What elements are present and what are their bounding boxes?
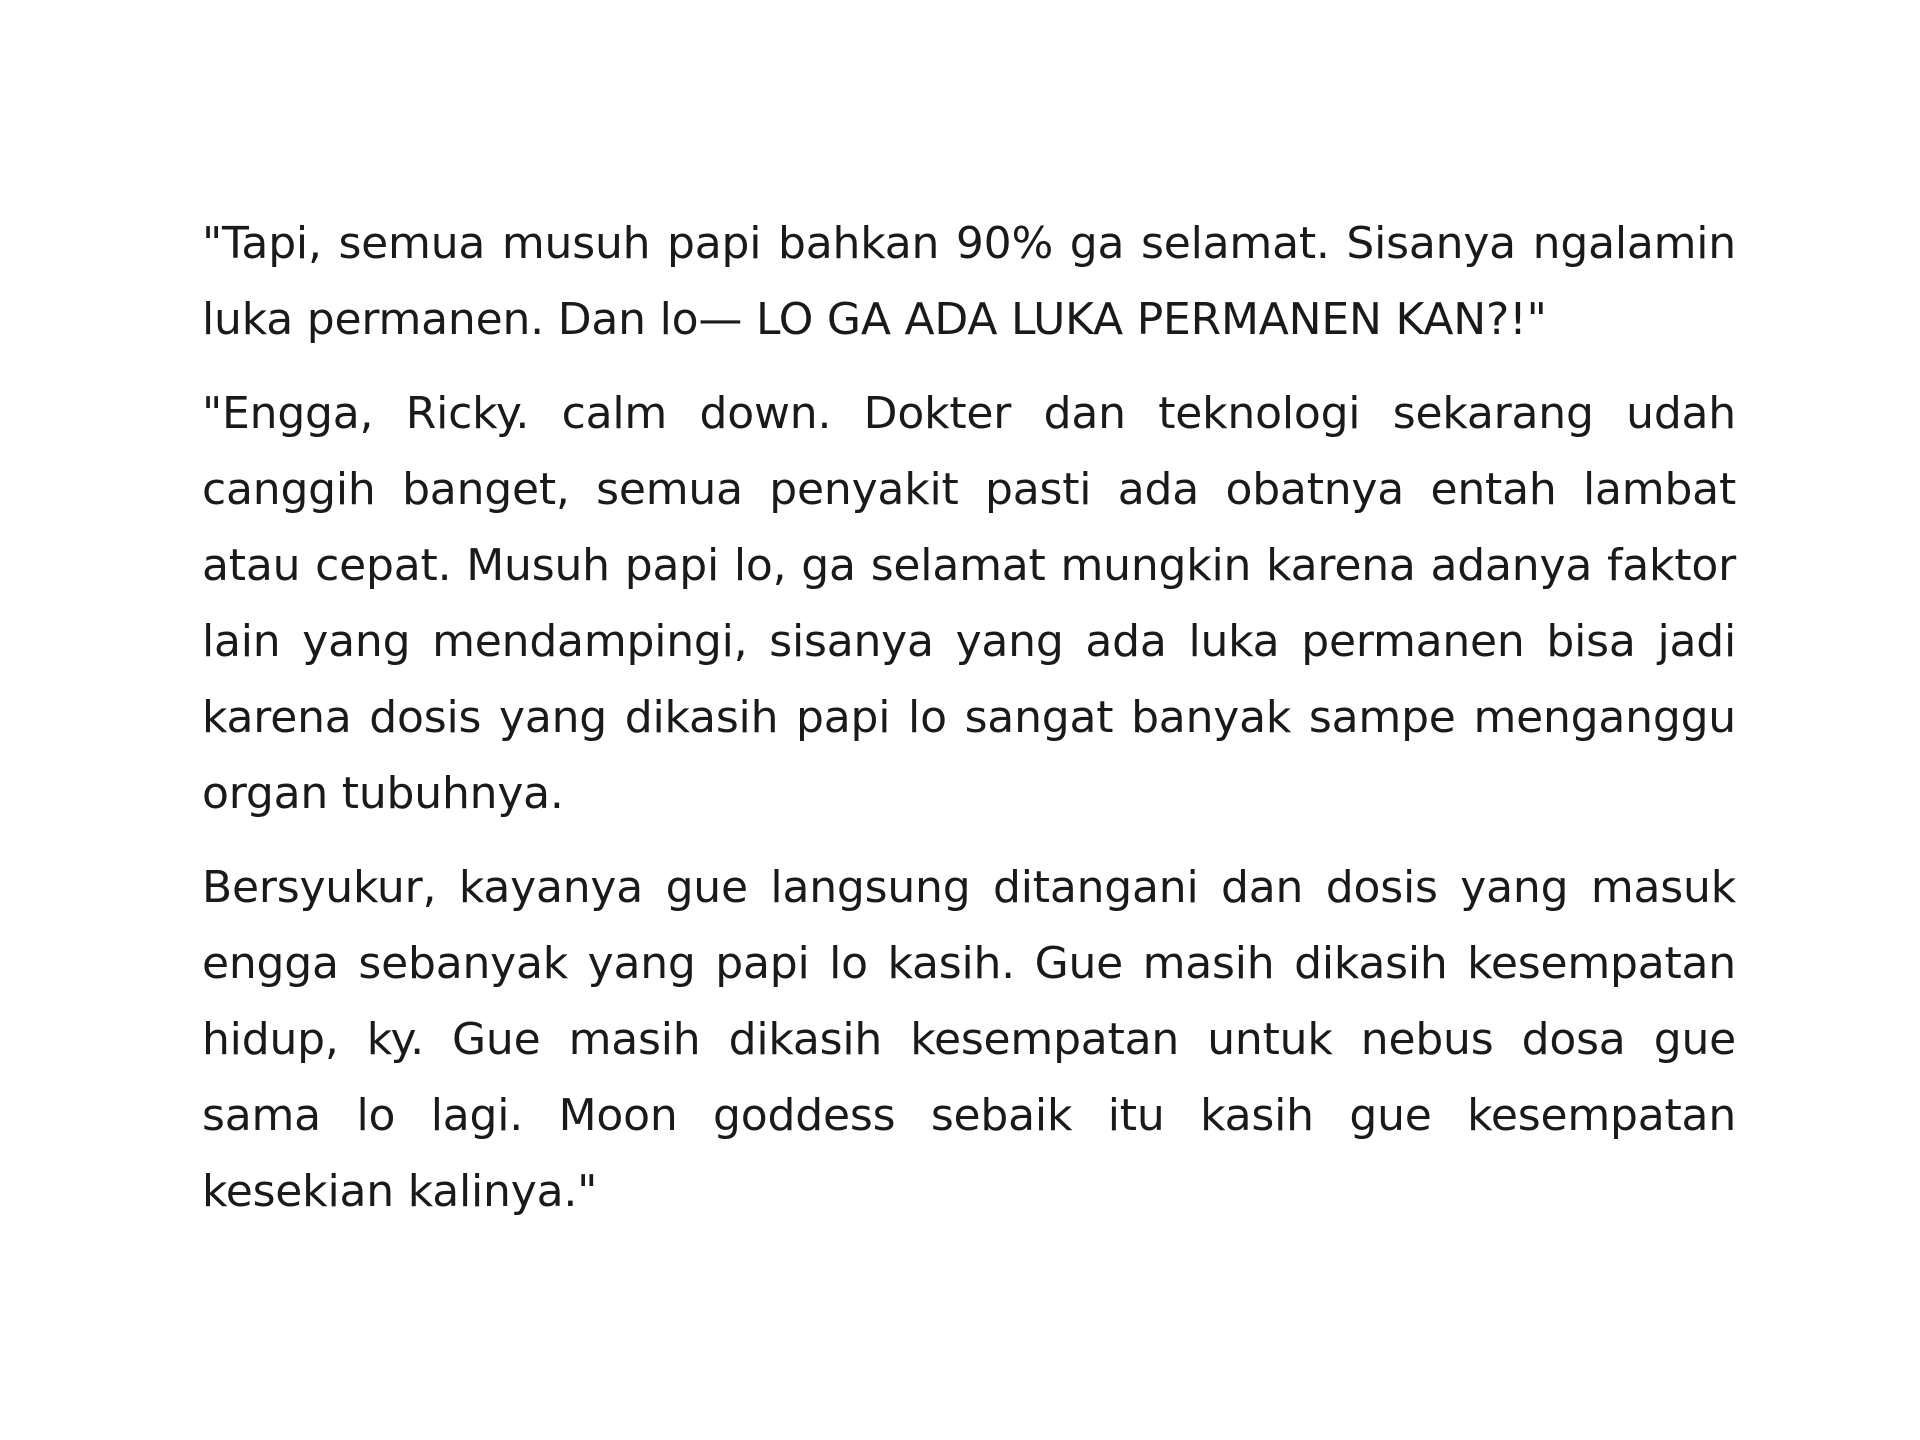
body-text [202,206,1736,1230]
paragraph-1: "Tapi, semua musuh papi bahkan 90% ga selamat. Sisanya ngalamin luka permanen. Dan lo— LO GA ADA LUKA PERMANEN KAN?!" [202,218,1736,345]
paragraph-3: Bersyukur, kayanya gue langsung ditangani dan dosis yang masuk engga sebanyak yang papi lo kasih. Gue masih dikasih kesempatan hidup, ky. Gue masih dikasih kesempatan untuk nebus dosa gue sama lo lagi. Moon goddess sebaik itu kasih gue kesempatan kesekian kalinya." [202,862,1736,1217]
paragraph-2: "Engga, Ricky. calm down. Dokter dan teknologi sekarang udah canggih banget, semua penyakit pasti ada obatnya entah lambat atau cepat. Musuh papi lo, ga selamat mungkin karena adanya faktor lain yang mendampingi, sisanya yang ada luka permanen bisa jadi karena dosis yang dikasih papi lo sangat banyak sampe menganggu organ tubuhnya. [202,388,1736,819]
